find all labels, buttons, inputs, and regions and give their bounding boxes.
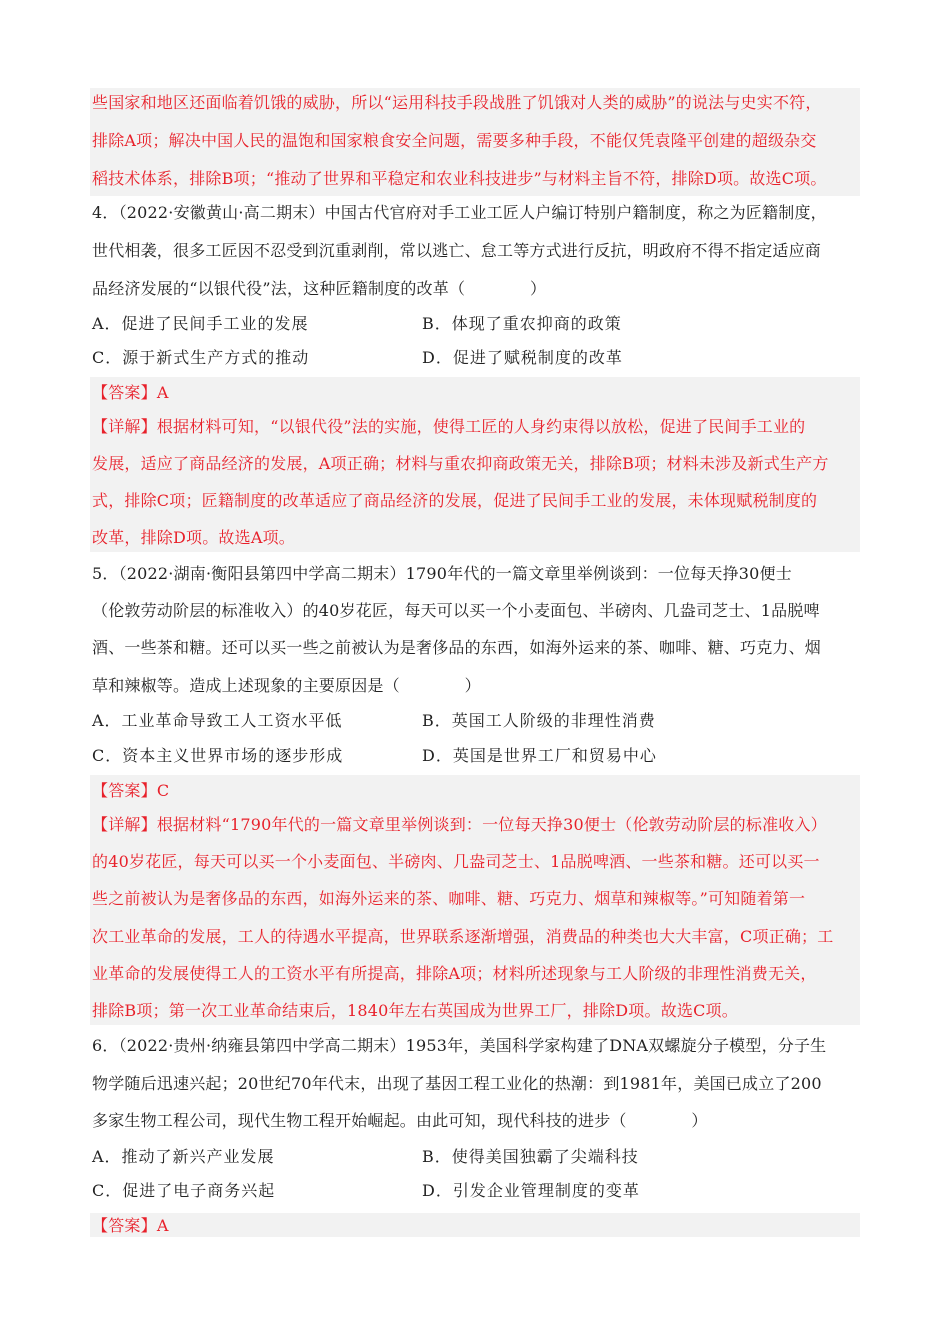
- detail-tag: 【详解】: [92, 815, 157, 834]
- option-A: A．工业革命导致工人工资水平低: [92, 711, 343, 730]
- detail-text: 业革命的发展使得工人的工资水平有所提高，排除A项；材料所述现象与工人阶级的非理性消费无关，: [92, 964, 817, 983]
- detail-text: 排除B项；第一次工业革命结束后，1840年左右英国成为世界工厂，排除D项。故选C项。: [92, 1001, 738, 1020]
- option-A: A．促进了民间手工业的发展: [92, 314, 309, 333]
- answer-line: [92, 382, 169, 404]
- explanation-line: 些国家和地区还面临着饥饿的威胁，所以“运用科技手段战胜了饥饿对人类的威胁”的说法与史实不符，: [92, 93, 822, 112]
- detail-line: [92, 453, 829, 475]
- option-D: D．引发企业管理制度的变革: [422, 1181, 640, 1200]
- option-B: B．英国工人阶级的非理性消费: [422, 711, 656, 730]
- option-C: C．促进了电子商务兴起: [92, 1181, 276, 1200]
- question-stem-line: 5．（2022·湖南·衡阳县第四中学高二期末）1790年代的一篇文章里举例谈到：一位每天挣30便士: [92, 564, 792, 583]
- detail-line: [92, 814, 827, 836]
- detail-tag: 【详解】: [92, 417, 157, 436]
- detail-text: 的40岁花匠，每天可以买一个小麦面包、半磅肉、几盎司芝士、1品脱啤酒、一些茶和糖。还可以买一: [92, 852, 820, 871]
- question-stem-line: 品经济发展的“以银代役”法，这种匠籍制度的改革（ ）: [92, 279, 547, 298]
- answer-value: A: [156, 1216, 169, 1235]
- answer-box: [90, 1213, 860, 1237]
- option-C: C．资本主义世界市场的逐步形成: [92, 746, 344, 765]
- question-stem-line: 多家生物工程公司，现代生物工程开始崛起。由此可知，现代科技的进步（ ）: [92, 1111, 708, 1130]
- option-A: A．推动了新兴产业发展: [92, 1147, 275, 1166]
- option-C: C．源于新式生产方式的推动: [92, 348, 310, 367]
- detail-line: [92, 888, 805, 910]
- answer-line: [92, 1215, 169, 1237]
- detail-text: 次工业革命的发展，工人的待遇水平提高，世界联系逐渐增强，消费品的种类也大大丰富，C项正确；工: [92, 927, 834, 946]
- detail-line: [92, 490, 817, 512]
- answer-value: A: [156, 383, 169, 402]
- answer-tag: 【答案】: [92, 1216, 157, 1235]
- detail-line: [92, 416, 805, 438]
- question-stem-line: 物学随后迅速兴起；20世纪70年代末，出现了基因工程工业化的热潮：到1981年，美国已成立了200: [92, 1074, 822, 1093]
- detail-text: 式，排除C项；匠籍制度的改革适应了商品经济的发展，促进了民间手工业的发展，未体现赋税制度的: [92, 491, 818, 510]
- question-stem-line: 4．（2022·安徽黄山·高二期末）中国古代官府对手工业工匠人户编订特别户籍制度，称之为匠籍制度，: [92, 203, 827, 222]
- explanation-line: 稻技术体系，排除B项；“推动了世界和平稳定和农业科技进步”与材料主旨不符，排除D项。故选C项。: [92, 169, 827, 188]
- question-stem-line: 世代相袭，很多工匠因不忍受到沉重剥削，常以逃亡、怠工等方式进行反抗，明政府不得不指定适应商: [92, 241, 822, 260]
- detail-text: 根据材料“1790年代的一篇文章里举例谈到：一位每天挣30便士（伦敦劳动阶层的标准收入）: [156, 815, 827, 834]
- detail-text: 改革，排除D项。故选A项。: [92, 528, 295, 547]
- option-D: D．促进了赋税制度的改革: [422, 348, 623, 367]
- detail-text: 发展，适应了商品经济的发展，A项正确；材料与重农抑商政策无关，排除B项；材料未涉及新式生产方: [92, 454, 829, 473]
- answer-value: C: [156, 781, 170, 800]
- detail-line: [92, 963, 817, 985]
- question-stem-line: 草和辣椒等。造成上述现象的主要原因是（ ）: [92, 676, 481, 695]
- answer-tag: 【答案】: [92, 781, 157, 800]
- detail-line: [92, 1000, 738, 1022]
- option-B: B．体现了重农抑商的政策: [422, 314, 622, 333]
- detail-text: 根据材料可知，“以银代役”法的实施，使得工匠的人身约束得以放松，促进了民间手工业的: [156, 417, 806, 436]
- detail-line: [92, 926, 833, 948]
- detail-text: 些之前被认为是奢侈品的东西，如海外运来的茶、咖啡、糖、巧克力、烟草和辣椒等。”可知随着第一: [92, 889, 806, 908]
- option-D: D．英国是世界工厂和贸易中心: [422, 746, 657, 765]
- question-stem-line: （伦敦劳动阶层的标准收入）的40岁花匠，每天可以买一个小麦面包、半磅肉、几盎司芝士、1品脱啤: [92, 601, 820, 620]
- answer-line: [92, 780, 169, 802]
- question-stem-line: 6．（2022·贵州·纳雍县第四中学高二期末）1953年，美国科学家构建了DNA双螺旋分子模型，分子生: [92, 1036, 827, 1055]
- detail-line: [92, 851, 820, 873]
- explanation-line: 排除A项；解决中国人民的温饱和国家粮食安全问题，需要多种手段，不能仅凭袁隆平创建的超级杂交: [92, 131, 817, 150]
- question-stem-line: 酒、一些茶和糖。还可以买一些之前被认为是奢侈品的东西，如海外运来的茶、咖啡、糖、巧克力、烟: [92, 638, 822, 657]
- detail-line: [92, 527, 295, 549]
- answer-tag: 【答案】: [92, 383, 157, 402]
- option-B: B．使得美国独霸了尖端科技: [422, 1147, 639, 1166]
